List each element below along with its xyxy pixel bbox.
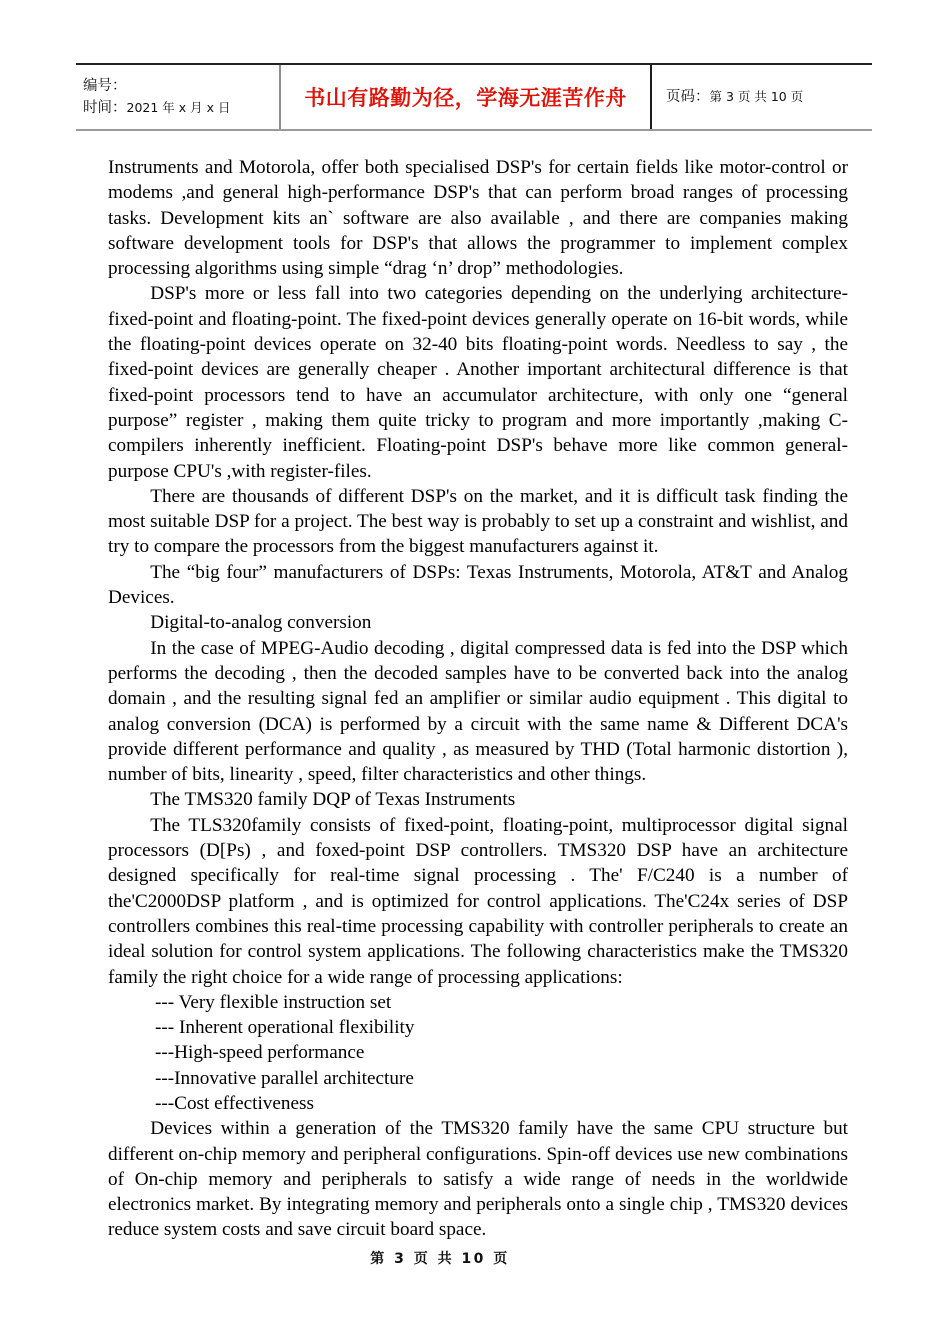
header-date-line xyxy=(83,97,279,119)
paragraph-tls320-family: The TLS320family consists of fixed-point, floating-point, multiprocessor digital signal processors (D[Ps) , and foxed-point DSP controllers. TMS320 DSP have an architecture designed specifically for real-time signal processing . The' F/C240 is a number of the'C2000DSP platform , and is optimized for control applications. The'C24x series of DSP controllers combines this real-time processing capability with controller peripherals to create an ideal solution for control system applications. The following characteristics make the TMS320 family the right choice for a wide range of processing applications: xyxy=(108,814,848,988)
header-cell-document-info xyxy=(76,65,281,129)
heading-digital-to-analog-conversion: Digital-to-analog conversion xyxy=(150,612,372,634)
header-cell-page-number xyxy=(652,65,872,129)
list-item: --- Inherent operational flexibility xyxy=(155,1017,415,1039)
header-motto-text: 书山有路勤为径，学海无涯苦作舟 xyxy=(304,86,627,110)
header-page-value: 第 3 页 共 10 页 xyxy=(709,88,804,104)
document-body xyxy=(108,155,848,1243)
header-page-label: 页码： xyxy=(666,88,710,105)
tms320-characteristics-list xyxy=(108,990,848,1116)
page-header-table xyxy=(76,63,872,131)
paragraph-mpeg-audio-decoding: In the case of MPEG-Audio decoding , digital compressed data is fed into the DSP which performs the decoding , then the decoded samples have to be converted back into the analog domain , and the resulting signal fed an amplifier or similar audio equipment . This digital to analog conversion (DCA) is performed by a circuit with the same name & Different DCA's provide different performance and quality , as measured by THD (Total harmonic distortion ), number of bits, linearity , speed, filter characteristics and other things. xyxy=(108,637,848,786)
footer-page-number: 第 3 页 共 10 页 xyxy=(370,1251,510,1267)
paragraph-choosing-dsp: There are thousands of different DSP's on the market, and it is difficult task finding the most suitable DSP for a project. The best way is probably to set up a constraint and wishlist, and try to compare the processors from the biggest manufacturers against it. xyxy=(108,485,848,558)
header-document-number-label: 编号： xyxy=(83,77,127,94)
header-date-value: 2021 年 x 月 x 日 xyxy=(126,100,231,115)
paragraph-devices-within-generation: Devices within a generation of the TMS320 family have the same CPU structure but different on-chip memory and peripheral configurations. Spin-off devices use new combinations of On-chip memory and peripherals to satisfy a wide range of needs in the worldwide electronics market. By integrating memory and peripherals onto a single chip , TMS320 devices reduce system costs and save circuit board space. xyxy=(108,1118,848,1241)
page-footer xyxy=(0,1248,950,1268)
header-row xyxy=(76,65,872,129)
paragraph-dsp-categories: DSP's more or less fall into two categories depending on the underlying architecture-fixed-point and floating-point. The fixed-point devices generally operate on 16-bit words, while the floating-point devices operate on 32-40 bits floating-point words. Needless to say , the fixed-point devices are generally cheaper . Another important architectural difference is that fixed-point processors tend to have an accumulator architecture, with only one “general purpose” register , making them quite tricky to program and more importantly ,making C-compilers inherently inefficient. Floating-point DSP's behave more like common general-purpose CPU's ,with register-files. xyxy=(108,283,848,482)
list-item: ---High-speed performance xyxy=(155,1042,365,1064)
list-item: ---Innovative parallel architecture xyxy=(155,1067,414,1089)
paragraph-big-four: The “big four” manufacturers of DSPs: Texas Instruments, Motorola, AT&T and Analog Devices. xyxy=(108,561,848,609)
header-date-label: 时间： xyxy=(83,100,127,116)
paragraph-intro-continuation: Instruments and Motorola, offer both specialised DSP's for certain fields like motor-control or modems ,and general high-performance DSP's that can perform broad ranges of processing tasks. Development kits an` software are also available , and there are companies making software development tools for DSP's that allows the programmer to implement complex processing algorithms using simple “drag ‘n’ drop” methodologies. xyxy=(108,157,848,280)
heading-tms320-family: The TMS320 family DQP of Texas Instruments xyxy=(150,789,516,811)
list-item: --- Very flexible instruction set xyxy=(155,991,392,1013)
header-cell-motto xyxy=(281,65,652,129)
list-item: ---Cost effectiveness xyxy=(155,1092,314,1114)
header-page-line xyxy=(666,86,872,108)
